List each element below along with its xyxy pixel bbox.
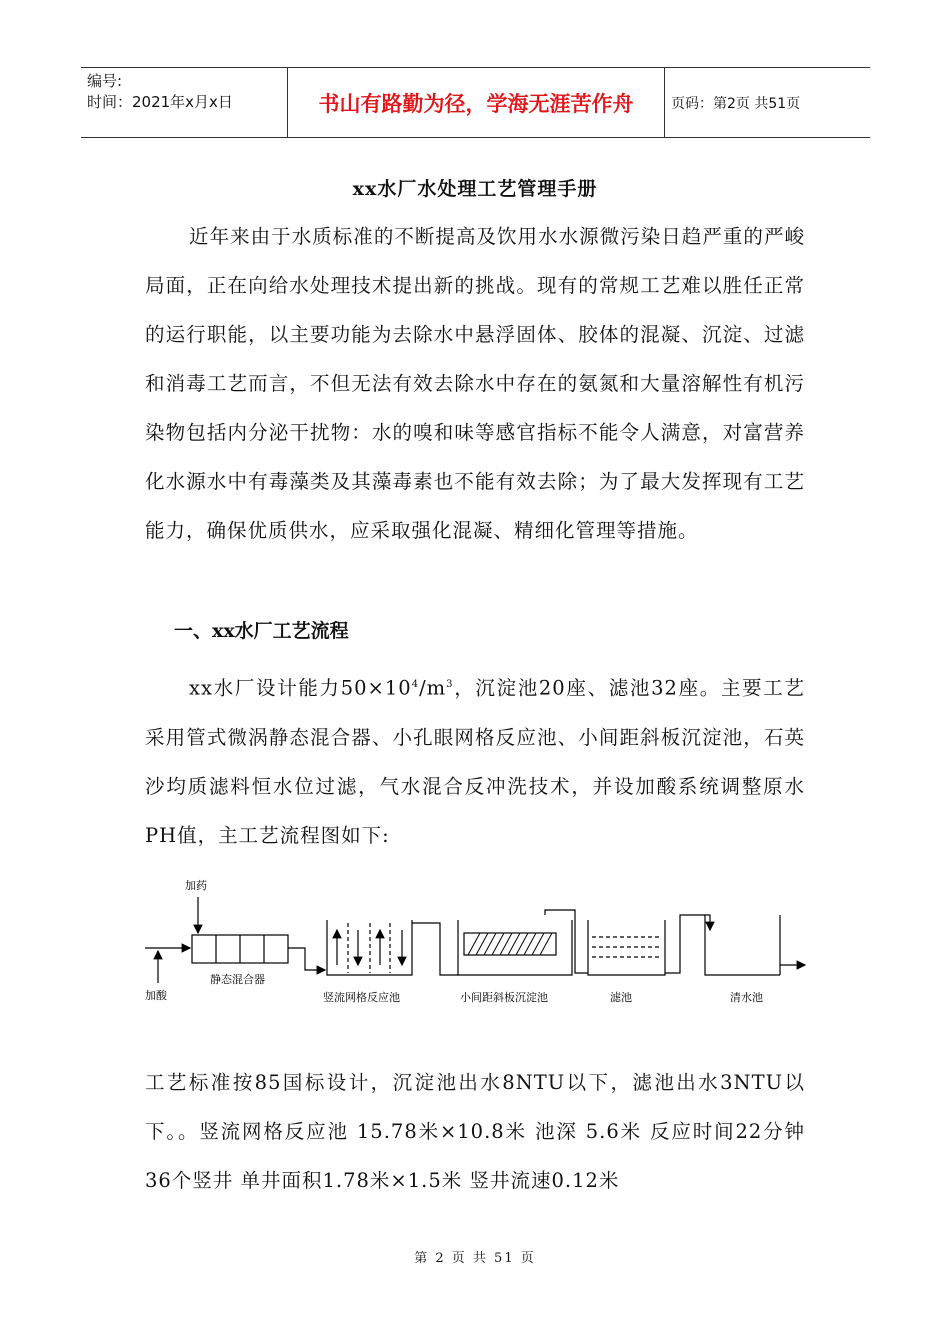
settling-tank bbox=[458, 920, 572, 975]
page-footer: 第 2 页 共 51 页 bbox=[414, 1251, 536, 1266]
section1-text-c: ，沉淀池20座、滤池32座。主要工艺采用管式微涡静态混合器、小孔眼网格反应池、小间距斜板沉淀池，石英沙均质滤料恒水位过滤，气水混合反冲洗技术，并设加酸系统调整原水PH值，主工艺流程图如下: bbox=[145, 676, 805, 847]
document-title: xx水厂水处理工艺管理手册 bbox=[352, 178, 598, 200]
label-settling: 小间距斜板沉淀池 bbox=[460, 991, 548, 1004]
label-reaction: 竖流网格反应池 bbox=[323, 991, 400, 1004]
section1-heading: 一、xx水厂工艺流程 bbox=[174, 620, 349, 642]
process-flow-diagram bbox=[140, 875, 810, 1015]
intro-paragraph bbox=[145, 212, 805, 555]
clearwater-tank bbox=[705, 915, 780, 975]
header-meta bbox=[81, 68, 288, 137]
section1-paragraph bbox=[145, 660, 805, 860]
label-add-acid: 加酸 bbox=[145, 989, 167, 1002]
section1-paragraph-2: 工艺标准按85国标设计，沉淀池出水8NTU以下，滤池出水3NTU以下。。竖流网格反应池 15.78米×10.8米 池深 5.6米 反应时间22分钟 36个竖井 单井面积1.78米×1.5米 竖井流速0.12米 bbox=[145, 1071, 805, 1192]
section1-text-a: xx水厂设计能力50×10 bbox=[189, 676, 412, 700]
label-clearwater: 清水池 bbox=[730, 991, 763, 1004]
number-label: 编号: bbox=[87, 72, 123, 90]
label-add-chem: 加药 bbox=[185, 879, 207, 892]
label-filter: 滤池 bbox=[610, 991, 632, 1004]
section1-sup1: 4 bbox=[411, 679, 420, 690]
time-label: 时间：2021年x月x日 bbox=[87, 93, 233, 111]
header-motto: 书山有路勤为径，学海无涯苦作舟 bbox=[288, 68, 665, 137]
intro-text: 近年来由于水质标准的不断提高及饮用水水源微污染日趋严重的严峻局面，正在向给水处理技术提出新的挑战。现有的常规工艺难以胜任正常的运行职能，以主要功能为去除水中悬浮固体、胶体的混凝、沉淀、过滤和消毒工艺而言，不但无法有效去除水中存在的氨氮和大量溶解性有机污染物包括内分泌干扰物：水的嗅和味等感官指标不能令人满意，对富营养化水源水中有毒藻类及其藻毒素也不能有效去除；为了最大发挥现有工艺能力，确保优质供水，应采取强化混凝、精细化管理等措施。 bbox=[145, 225, 805, 542]
section1-sup2: 3 bbox=[446, 679, 454, 690]
header-page-info: 页码：第2页 共51页 bbox=[671, 95, 801, 112]
section1-text-b: /m bbox=[419, 676, 447, 700]
label-mixer: 静态混合器 bbox=[210, 973, 265, 986]
page-header bbox=[81, 67, 870, 138]
